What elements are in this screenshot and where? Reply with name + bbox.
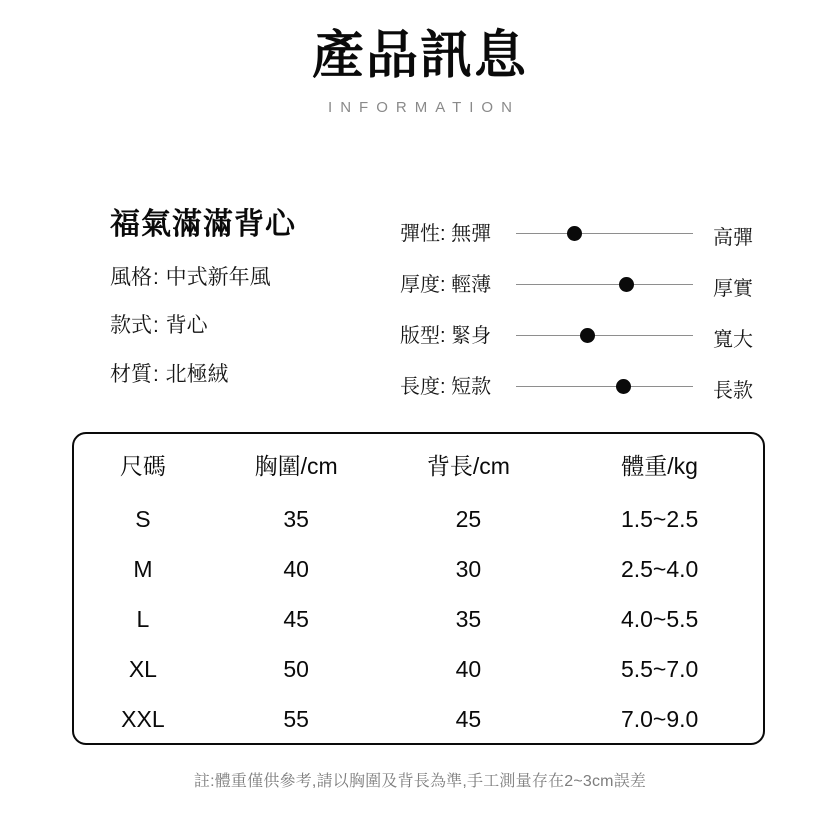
slider-label-fit: 版型: 緊身 <box>400 324 492 347</box>
cell-chest: 40 <box>283 555 309 582</box>
size-chart-table <box>74 434 763 744</box>
cell-size: L <box>136 605 150 632</box>
cell-chest: 35 <box>283 505 309 532</box>
cell-weight: 5.5~7.0 <box>620 655 699 682</box>
table-row <box>74 644 763 694</box>
table-row <box>74 544 763 594</box>
slider-end-label-elasticity: 高彈 <box>713 226 753 249</box>
table-row <box>74 694 763 744</box>
slider-end-label-length: 長款 <box>713 379 753 402</box>
spec-key-style: 風格 <box>110 266 152 289</box>
slider-row-thickness <box>400 259 790 310</box>
cell-back: 25 <box>455 505 482 532</box>
product-spec-list <box>110 207 380 388</box>
cell-chest: 45 <box>283 605 309 632</box>
attribute-slider-group <box>400 208 790 412</box>
spec-value-type: 背心 <box>165 314 208 338</box>
cell-weight: 2.5~4.0 <box>620 555 699 582</box>
cell-size: XXL <box>121 705 165 732</box>
spec-row-type <box>110 313 380 339</box>
slider-row-length <box>400 361 790 412</box>
spec-separator: : <box>153 362 165 386</box>
slider-row-elasticity <box>400 208 790 259</box>
table-row <box>74 494 763 544</box>
measurement-footnote: 註:體重僅供參考,請以胸圍及背長為準,手工測量存在2~3cm誤差 <box>193 773 647 790</box>
cell-size: XL <box>128 655 157 682</box>
spec-row-material <box>110 362 380 388</box>
product-name: 福氣滿滿背心 <box>110 208 296 241</box>
table-header-row <box>74 434 763 494</box>
spec-value-style: 中式新年風 <box>165 266 271 289</box>
cell-size: S <box>135 505 151 532</box>
slider-track-line <box>516 335 693 337</box>
size-chart-head <box>74 434 763 494</box>
slider-end-label-fit: 寬大 <box>713 328 753 351</box>
page-title: 產品訊息 <box>311 27 528 85</box>
slider-track-elasticity <box>512 224 697 244</box>
spec-separator: : <box>153 314 165 338</box>
cell-back: 30 <box>455 555 482 582</box>
slider-track-line <box>516 386 693 388</box>
cell-back: 35 <box>455 605 482 632</box>
column-header-chest: 胸圍/cm <box>254 452 338 479</box>
slider-dot-elasticity <box>567 226 582 241</box>
slider-label-length: 長度: 短款 <box>400 375 492 398</box>
slider-track-length <box>512 377 697 397</box>
slider-label-thickness: 厚度: 輕薄 <box>400 273 492 296</box>
slider-track-line <box>516 284 693 286</box>
table-row <box>74 594 763 644</box>
spec-key-type: 款式 <box>110 314 152 338</box>
cell-back: 45 <box>455 705 482 732</box>
slider-track-thickness <box>512 275 697 295</box>
spec-row-style <box>110 265 380 291</box>
slider-track-fit <box>512 326 697 346</box>
spec-value-material: 北極絨 <box>165 362 229 386</box>
page-subtitle: INFORMATION <box>328 99 520 117</box>
spec-key-material: 材質 <box>110 362 152 386</box>
cell-back: 40 <box>455 655 482 682</box>
slider-dot-length <box>616 379 631 394</box>
slider-dot-thickness <box>619 277 634 292</box>
column-header-weight: 體重/kg <box>621 452 698 479</box>
header <box>0 28 840 116</box>
slider-dot-fit <box>580 328 595 343</box>
slider-track-line <box>516 233 693 235</box>
cell-size: M <box>133 555 153 582</box>
slider-label-elasticity: 彈性: 無彈 <box>400 222 492 245</box>
slider-row-fit <box>400 310 790 361</box>
cell-weight: 7.0~9.0 <box>620 705 699 732</box>
cell-weight: 4.0~5.5 <box>620 605 699 632</box>
column-header-back: 背長/cm <box>426 452 510 479</box>
cell-chest: 50 <box>283 655 309 682</box>
cell-weight: 1.5~2.5 <box>620 505 699 532</box>
size-chart <box>72 432 765 745</box>
cell-chest: 55 <box>283 705 309 732</box>
size-chart-body <box>74 494 763 744</box>
column-header-size: 尺碼 <box>119 452 166 479</box>
slider-end-label-thickness: 厚實 <box>713 277 753 300</box>
spec-separator: : <box>153 266 165 289</box>
